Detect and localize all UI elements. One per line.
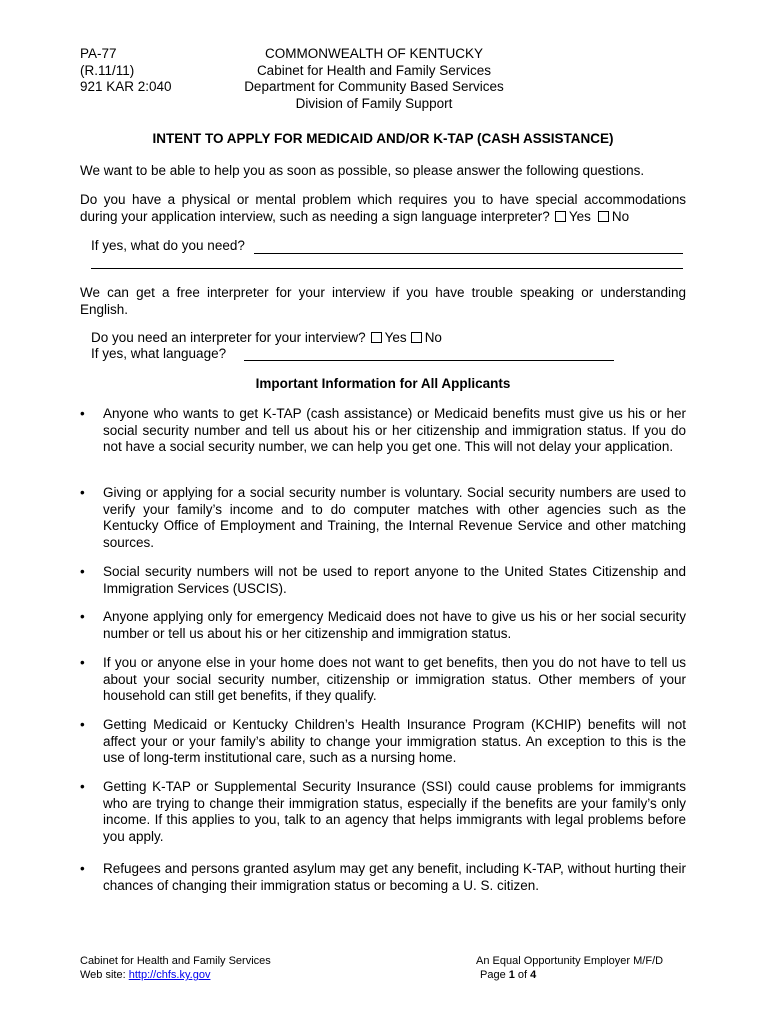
bullet-text: Getting K-TAP or Supplemental Security Insurance (SSI) could cause problems for immigrants who are trying to change their immigration status, especially if the benefits are your family’s only income. If this applies to you, talk to an agency that helps immigrants with legal problems before you apply.	[103, 779, 686, 844]
interpreter-question-text: Do you need an interpreter for your interview?	[91, 330, 366, 345]
footer-cabinet-block	[80, 954, 271, 982]
agency-block	[226, 46, 522, 112]
accommodations-question-text: Do you have a physical or mental problem which requires you to have special accommodations during your application interview, such as needing a sign language interpreter?	[80, 192, 686, 224]
page-of: of	[514, 969, 531, 981]
intro-text: We want to be able to help you as soon as possible, so please answer the following questions.	[80, 163, 645, 178]
interpreter-yes-checkbox[interactable]	[371, 332, 382, 343]
agency-division: Division of Family Support	[295, 95, 453, 111]
form-revision: (R.11/11)	[80, 62, 135, 78]
interpreter-yes-label: Yes	[384, 330, 407, 345]
bullet-icon: •	[80, 564, 85, 579]
bullet-text: Anyone who wants to get K-TAP (cash assistance) or Medicaid benefits must give us his or her social security number and tell us about his or her citizenship and immigration status. If you do not have a social security number, we can help you get one. This will not delay your application.	[103, 406, 686, 454]
accommodations-need-field[interactable]	[254, 253, 683, 254]
form-identifier	[80, 46, 172, 96]
bullet-text: Refugees and persons granted asylum may get any benefit, including K-TAP, without hurting their chances of changing their immigration status or becoming a U. S. citizen.	[103, 861, 686, 893]
bullet-text: Giving or applying for a social security number is voluntary. Social security numbers are used to verify your family’s income and to do computer matches with other agencies such as the Kentucky Office of Employment and Training, the Internal Revenue Service and other matching sources.	[103, 485, 686, 550]
accommodations-no-checkbox[interactable]	[598, 211, 609, 222]
form-regulation: 921 KAR 2:040	[80, 79, 172, 94]
footer-website	[80, 968, 271, 982]
bullet-icon: •	[80, 861, 85, 876]
footer-employer-block	[476, 954, 676, 982]
interpreter-question	[91, 330, 444, 347]
page-word: Page	[480, 969, 509, 981]
bullet-icon: •	[80, 609, 85, 624]
footer-employer-statement: An Equal Opportunity Employer M/F/D	[476, 955, 664, 967]
bullet-text: Anyone applying only for emergency Medicaid does not have to give us his or her social security number or tell us about his or her citizenship and immigration status.	[103, 609, 686, 641]
accommodations-no-label: No	[611, 208, 630, 224]
bullet-icon: •	[80, 717, 85, 732]
interpreter-statement: We can get a free interpreter for your interview if you have trouble speaking or understanding English.	[80, 285, 686, 317]
bullet-icon: •	[80, 406, 85, 421]
accommodations-need-field-line-2[interactable]	[91, 268, 683, 269]
page-total: 4	[530, 969, 537, 981]
agency-commonwealth: COMMONWEALTH OF KENTUCKY	[264, 46, 483, 61]
interpreter-language-label: If yes, what language?	[91, 346, 227, 361]
footer-page-number	[476, 968, 676, 982]
accommodations-need-label: If yes, what do you need?	[91, 238, 245, 253]
agency-cabinet: Cabinet for Health and Family Services	[256, 62, 492, 78]
accommodations-question	[80, 192, 686, 225]
bullet-text: Getting Medicaid or Kentucky Children’s Health Insurance Program (KCHIP) benefits will not affect your or your family’s ability to change your immigration status. An exception to this is the use of long-term institutional care, such as a nursing home.	[103, 717, 686, 765]
agency-department: Department for Community Based Services	[244, 79, 504, 94]
footer-website-label: Web site:	[80, 969, 129, 981]
accommodations-yes-checkbox[interactable]	[555, 211, 566, 222]
bullet-icon: •	[80, 779, 85, 794]
accommodations-yes-label: Yes	[568, 208, 591, 224]
footer-website-link[interactable]: http://chfs.ky.gov	[128, 969, 211, 981]
footer-cabinet-name: Cabinet for Health and Family Services	[80, 955, 271, 967]
bullet-icon: •	[80, 485, 85, 500]
bullet-icon: •	[80, 655, 85, 670]
form-title: INTENT TO APPLY FOR MEDICAID AND/OR K-TAP (CASH ASSISTANCE)	[152, 131, 614, 146]
bullet-text: Social security numbers will not be used to report anyone to the United States Citizenship and Immigration Services (USCIS).	[103, 564, 686, 596]
interpreter-no-label: No	[424, 330, 442, 345]
interpreter-no-checkbox[interactable]	[411, 332, 422, 343]
interpreter-language-field[interactable]	[244, 360, 614, 361]
form-number: PA-77	[80, 46, 117, 61]
page-current: 1	[508, 969, 515, 981]
bullet-text: If you or anyone else in your home does not want to get benefits, then you do not have to tell us about your social security number, citizenship or immigration status. Other members of your household can still get benefits, if they qualify.	[103, 655, 686, 703]
important-info-heading: Important Information for All Applicants	[255, 376, 511, 391]
